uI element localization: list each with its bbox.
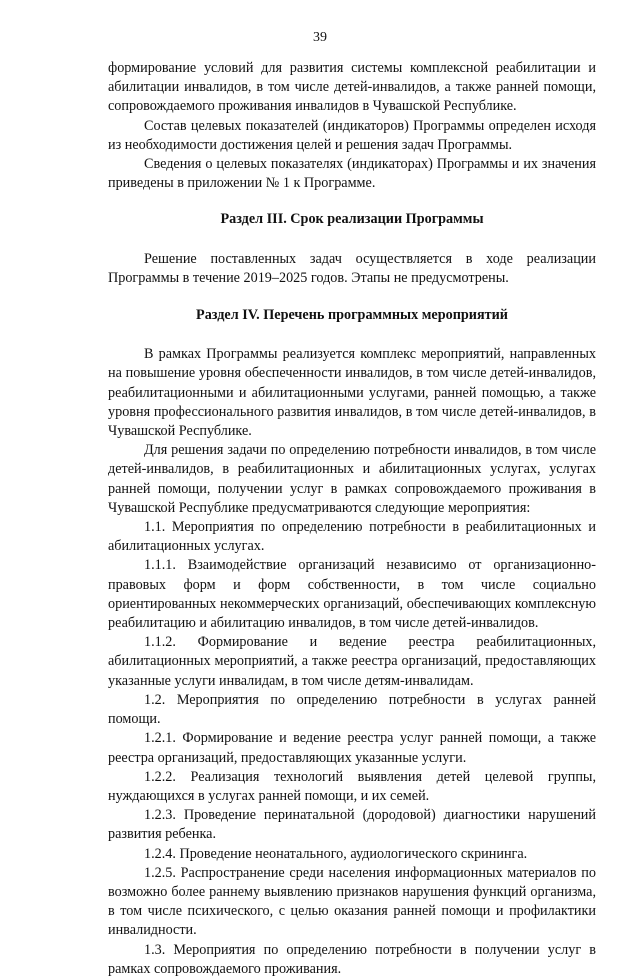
list-item-1-2: 1.2. Мероприятия по определению потребности в услугах ранней помощи. [108,691,596,728]
list-item-1-2-4: 1.2.4. Проведение неонатального, аудиологического скрининга. [144,845,528,862]
paragraph-continuation: формирование условий для развития системы комплексной реабилитации и абилитации инвалидов, в том числе детей-инвалидов, а также ранней помощи, сопровождаемого проживания инвалидов в Чувашской Республике. [108,60,596,115]
list-item-1-2-5: 1.2.5. Распространение среди населения информационных материалов по возможно более раннему выявлению признаков нарушения функций организма, в том числе психического, с целью оказания ранней помощи и профилактики инвалидности. [108,864,596,939]
paragraph-indicators-composition: Состав целевых показателей (индикаторов) Программы определен исходя из необходимости достижения целей и решения задач Программы. [108,117,596,153]
document-body [108,59,596,979]
list-item-1-1-2: 1.1.2. Формирование и ведение реестра реабилитационных, абилитационных мероприятий, а также реестра организаций, предоставляющих указанные услуги инвалидам, в том числе детям-инвалидам. [108,634,596,689]
list-item-1-1: 1.1. Мероприятия по определению потребности в реабилитационных и абилитационных услугах. [108,519,596,555]
page-number: 39 [313,30,327,45]
list-item-1-1-1: 1.1.1. Взаимодействие организаций независимо от организационно-правовых форм и форм собственности, в том числе социально ориентированных некоммерческих организаций, обеспечивающих комплексную реабилитацию и абилитацию инвалидов, в том числе детей-инвалидов. [108,557,596,632]
list-item-1-3: 1.3. Мероприятия по определению потребности в получении услуг в рамках сопровождаемого проживания. [108,941,596,977]
section-4-paragraph: Для решения задачи по определению потребности инвалидов, в том числе детей-инвалидов, в реабилитационных и абилитационных услугах, услугах ранней помощи, получении услуг в рамках сопровождаемого проживания в Чувашской Республике предусматриваются следующие мероприятия: [108,442,596,516]
section-3-heading: Раздел III. Срок реализации Программы [220,211,484,228]
section-3-text: Решение поставленных задач осуществляется в ходе реализации Программы в течение 2019–2025 годов. Этапы не предусмотрены. [108,250,596,286]
list-item-1-2-3: 1.2.3. Проведение перинатальной (дородовой) диагностики нарушений развития ребенка. [108,807,596,843]
section-4-paragraph: В рамках Программы реализуется комплекс мероприятий, направленных на повышение уровня обеспеченности инвалидов, в том числе детей-инвалидов, реабилитационными и абилитационными услугами, ранней помощью, а также уровня профессионального развития инвалидов, в том числе детей-инвалидов, в Чувашской Республике. [108,346,596,440]
paragraph-indicators-info: Сведения о целевых показателях (индикаторах) Программы и их значения приведены в приложении № 1 к Программе. [108,156,596,192]
section-4-heading: Раздел IV. Перечень программных мероприятий [196,307,508,324]
list-item-1-2-2: 1.2.2. Реализация технологий выявления детей целевой группы, нуждающихся в услугах ранней помощи, и их семей. [108,768,596,804]
list-item-1-2-1: 1.2.1. Формирование и ведение реестра услуг ранней помощи, а также реестра организаций, предоставляющих указанные услуги. [108,730,596,766]
